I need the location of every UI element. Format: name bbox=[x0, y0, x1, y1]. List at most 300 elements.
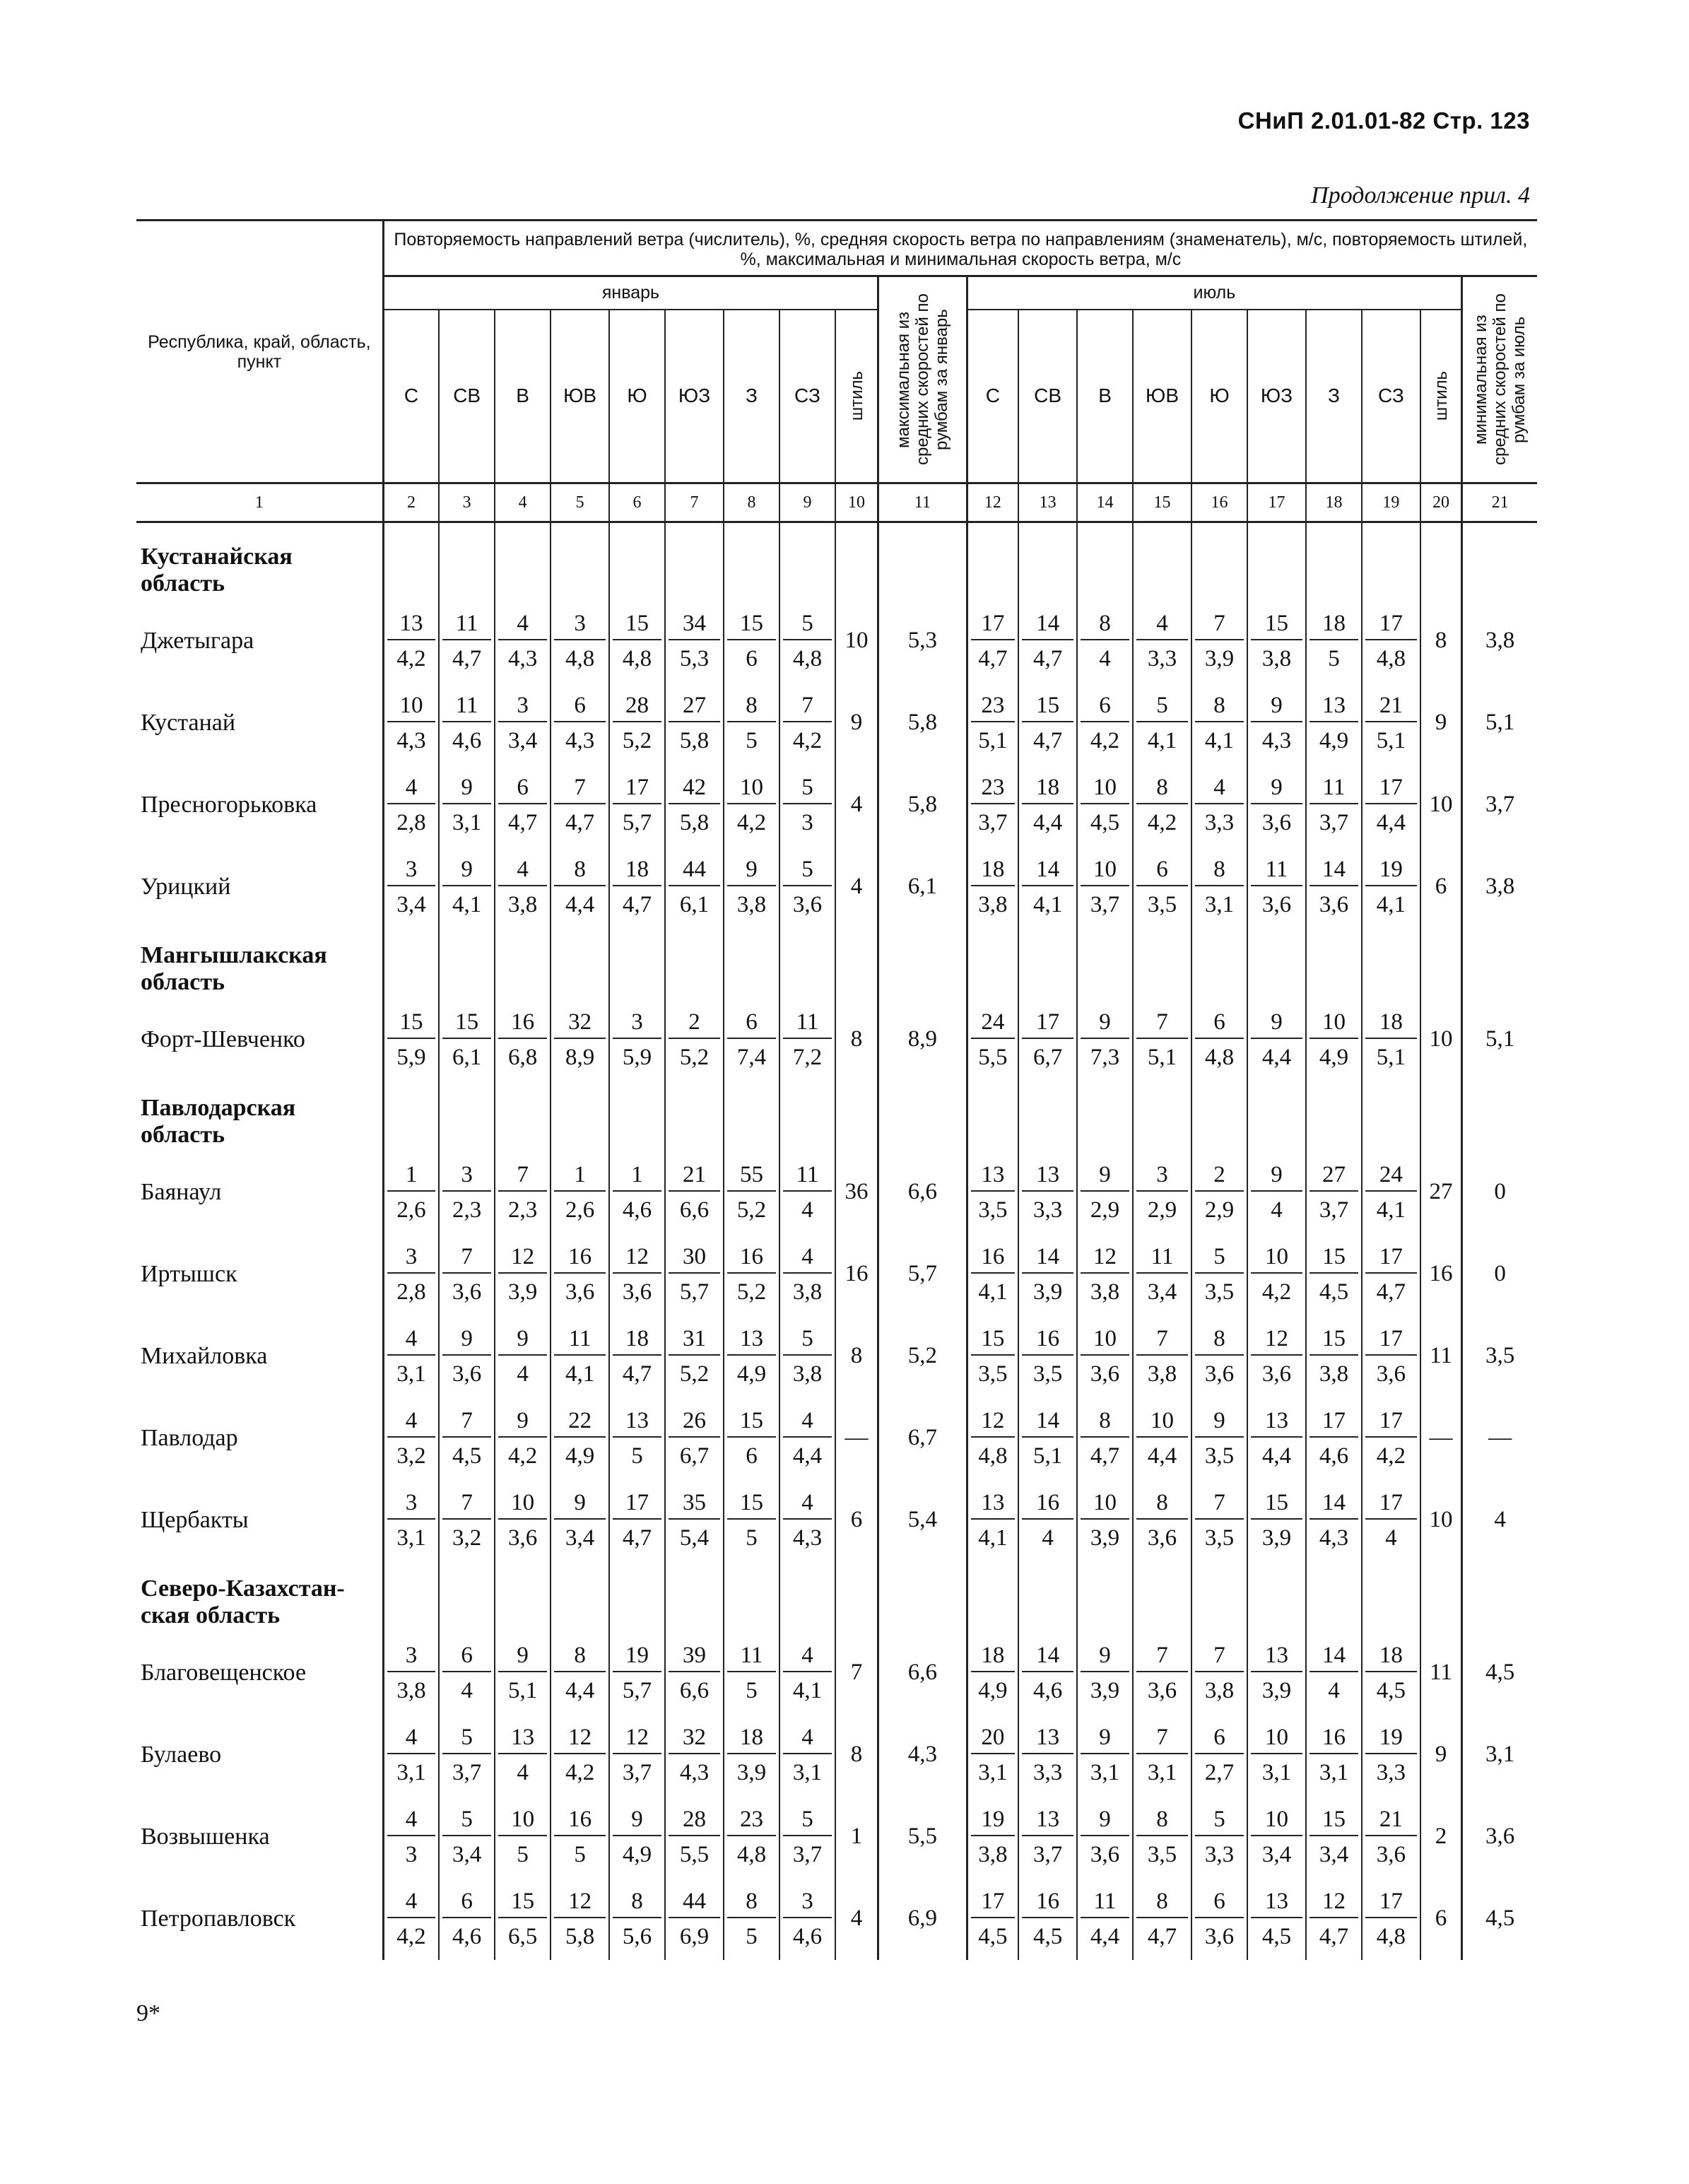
july-direction-header: СВ bbox=[1018, 310, 1077, 483]
empty-cell bbox=[1306, 522, 1362, 600]
frequency-value: 17 bbox=[613, 773, 661, 804]
frequency-speed-cell bbox=[967, 764, 1018, 846]
frequency-value: 12 bbox=[1310, 1887, 1358, 1918]
fraction bbox=[666, 691, 723, 755]
speed-value: 4,3 bbox=[792, 1525, 823, 1551]
frequency-value: 10 bbox=[1251, 1723, 1302, 1754]
wind-table-container bbox=[136, 219, 1537, 1960]
place-name: Форт-Шевченко bbox=[141, 1026, 305, 1052]
empty-cell bbox=[665, 1561, 724, 1632]
frequency-speed-cell bbox=[495, 1632, 551, 1714]
empty-cell bbox=[383, 522, 439, 600]
table-row bbox=[136, 1233, 1537, 1315]
frequency-speed-cell bbox=[724, 1151, 779, 1233]
speed-value: 5,7 bbox=[622, 809, 652, 835]
speed-value: 5,7 bbox=[679, 1279, 710, 1305]
fraction bbox=[1307, 1723, 1361, 1787]
fraction bbox=[1307, 1325, 1361, 1388]
frequency-value: 12 bbox=[1081, 1243, 1129, 1274]
fraction bbox=[1078, 1887, 1132, 1951]
speed-value: 3,8 bbox=[1204, 1677, 1235, 1703]
speed-value: 4,2 bbox=[1090, 727, 1120, 753]
frequency-speed-cell bbox=[609, 999, 665, 1081]
frequency-speed-cell bbox=[551, 764, 609, 846]
frequency-speed-cell bbox=[724, 764, 779, 846]
fraction bbox=[610, 691, 664, 755]
speed-value: 2,3 bbox=[452, 1197, 482, 1223]
speed-value: 3,6 bbox=[565, 1279, 595, 1305]
frequency-value: 24 bbox=[1365, 1161, 1417, 1192]
january-calm-value: 6 bbox=[835, 1479, 878, 1561]
january-calm-value: 16 bbox=[835, 1233, 878, 1315]
fraction bbox=[1192, 1008, 1247, 1072]
frequency-speed-cell bbox=[967, 682, 1018, 764]
frequency-value: 18 bbox=[1310, 609, 1358, 640]
frequency-speed-cell bbox=[1306, 999, 1362, 1081]
frequency-value: 17 bbox=[1365, 609, 1417, 640]
place-name: Джетыгара bbox=[141, 627, 254, 654]
frequency-value: 10 bbox=[387, 691, 435, 722]
speed-value: 3,1 bbox=[396, 1759, 426, 1785]
frequency-speed-cell bbox=[665, 682, 724, 764]
document-reference: СНиП 2.01.01-82 Стр. 123 bbox=[1237, 107, 1530, 134]
place-name: Благовещенское bbox=[141, 1659, 307, 1686]
frequency-speed-cell bbox=[779, 1315, 835, 1397]
fraction bbox=[1019, 855, 1076, 919]
fraction bbox=[1248, 1243, 1305, 1306]
frequency-value: 16 bbox=[971, 1243, 1015, 1274]
frequency-value: 11 bbox=[554, 1325, 606, 1356]
fraction bbox=[440, 773, 494, 837]
fraction bbox=[1078, 855, 1132, 919]
frequency-value: 4 bbox=[783, 1243, 832, 1274]
january-direction-header: ЮВ bbox=[551, 310, 609, 483]
frequency-speed-cell bbox=[665, 1796, 724, 1878]
frequency-speed-cell bbox=[724, 682, 779, 764]
fraction bbox=[1134, 1325, 1191, 1388]
frequency-speed-cell bbox=[1362, 600, 1420, 682]
frequency-speed-cell bbox=[967, 1315, 1018, 1397]
frequency-speed-cell bbox=[609, 1315, 665, 1397]
frequency-speed-cell bbox=[1191, 1878, 1247, 1960]
speed-value: 5,8 bbox=[565, 1923, 595, 1949]
frequency-speed-cell bbox=[1306, 1796, 1362, 1878]
fraction bbox=[724, 773, 779, 837]
speed-value: 4,2 bbox=[1261, 1279, 1292, 1305]
fraction bbox=[610, 1325, 664, 1388]
january-max-speed: 5,8 bbox=[878, 682, 967, 764]
january-direction-header: ЮЗ bbox=[665, 310, 724, 483]
frequency-speed-cell bbox=[724, 846, 779, 928]
speed-value: 2,7 bbox=[1204, 1759, 1235, 1785]
empty-cell bbox=[1191, 522, 1247, 600]
speed-value: 7,4 bbox=[736, 1044, 767, 1070]
frequency-value: 28 bbox=[669, 1805, 720, 1836]
frequency-speed-cell bbox=[439, 1315, 495, 1397]
frequency-speed-cell bbox=[1362, 846, 1420, 928]
speed-value: 2,6 bbox=[396, 1197, 426, 1223]
july-calm-header bbox=[1420, 310, 1462, 483]
frequency-value: 15 bbox=[1310, 1243, 1358, 1274]
fraction bbox=[1019, 1489, 1076, 1552]
speed-value: 4,9 bbox=[565, 1443, 595, 1469]
empty-cell bbox=[967, 1081, 1018, 1151]
frequency-speed-cell bbox=[1077, 1151, 1133, 1233]
frequency-speed-cell bbox=[967, 1878, 1018, 1960]
fraction bbox=[1307, 1805, 1361, 1869]
january-calm-value: 8 bbox=[835, 999, 878, 1081]
frequency-value: 3 bbox=[387, 1641, 435, 1672]
speed-value: 3,7 bbox=[452, 1759, 482, 1785]
frequency-value: 7 bbox=[1136, 1325, 1188, 1356]
speed-value: 5,2 bbox=[622, 727, 652, 753]
frequency-speed-cell bbox=[1247, 999, 1306, 1081]
july-calm-value: 9 bbox=[1420, 682, 1462, 764]
frequency-speed-cell bbox=[495, 682, 551, 764]
speed-value: 5,9 bbox=[622, 1044, 652, 1070]
frequency-speed-cell bbox=[1191, 1632, 1247, 1714]
frequency-value: 24 bbox=[971, 1008, 1015, 1039]
fraction bbox=[384, 691, 438, 755]
frequency-value: 6 bbox=[1195, 1008, 1244, 1039]
frequency-value: 9 bbox=[1081, 1641, 1129, 1672]
speed-value: 4,4 bbox=[565, 891, 595, 917]
column-number: 13 bbox=[1018, 483, 1077, 522]
frequency-value: 18 bbox=[613, 855, 661, 886]
fraction bbox=[724, 1407, 779, 1470]
fraction bbox=[666, 1325, 723, 1388]
fraction bbox=[1192, 609, 1247, 673]
speed-value: 5,8 bbox=[679, 809, 710, 835]
fraction bbox=[666, 1407, 723, 1470]
speed-value: 3,4 bbox=[507, 727, 538, 753]
empty-cell bbox=[1018, 928, 1077, 999]
fraction bbox=[440, 609, 494, 673]
empty-cell bbox=[835, 522, 878, 600]
fraction bbox=[551, 855, 608, 919]
frequency-speed-cell bbox=[1362, 1233, 1420, 1315]
frequency-speed-cell bbox=[551, 1479, 609, 1561]
frequency-speed-cell bbox=[609, 1233, 665, 1315]
frequency-speed-cell bbox=[1018, 1397, 1077, 1479]
speed-value: 4,2 bbox=[1147, 809, 1177, 835]
speed-value: 4,3 bbox=[679, 1759, 710, 1785]
empty-cell bbox=[835, 1561, 878, 1632]
speed-value: 4 bbox=[1328, 1677, 1340, 1703]
speed-value: 3,1 bbox=[452, 809, 482, 835]
frequency-speed-cell bbox=[1191, 846, 1247, 928]
fraction bbox=[968, 1243, 1018, 1306]
speed-value: 3,6 bbox=[1147, 1677, 1177, 1703]
fraction bbox=[724, 1489, 779, 1552]
july-min-speed: 3,8 bbox=[1462, 846, 1537, 928]
frequency-speed-cell bbox=[1133, 1233, 1191, 1315]
frequency-speed-cell bbox=[967, 600, 1018, 682]
july-min-speed: 3,8 bbox=[1462, 600, 1537, 682]
fraction bbox=[551, 1641, 608, 1705]
empty-cell bbox=[495, 1561, 551, 1632]
table-row bbox=[136, 1878, 1537, 1960]
frequency-speed-cell bbox=[1362, 764, 1420, 846]
fraction bbox=[780, 855, 835, 919]
fraction bbox=[551, 691, 608, 755]
frequency-value: 14 bbox=[1310, 1489, 1358, 1520]
frequency-speed-cell bbox=[495, 1714, 551, 1796]
frequency-value: 18 bbox=[613, 1325, 661, 1356]
frequency-value: 7 bbox=[1195, 1489, 1244, 1520]
frequency-speed-cell bbox=[1077, 1315, 1133, 1397]
fraction bbox=[968, 609, 1018, 673]
frequency-speed-cell bbox=[1133, 1796, 1191, 1878]
frequency-value: 6 bbox=[1195, 1723, 1244, 1754]
frequency-speed-cell bbox=[1077, 1233, 1133, 1315]
speed-value: 3,8 bbox=[736, 891, 767, 917]
fraction bbox=[384, 1887, 438, 1951]
speed-value: 3,8 bbox=[1319, 1361, 1349, 1387]
speed-value: 3,6 bbox=[452, 1279, 482, 1305]
empty-cell bbox=[1420, 1561, 1462, 1632]
fraction bbox=[1192, 1489, 1247, 1552]
frequency-speed-cell bbox=[1018, 1878, 1077, 1960]
frequency-speed-cell bbox=[665, 1479, 724, 1561]
july-min-speed: 0 bbox=[1462, 1233, 1537, 1315]
frequency-speed-cell bbox=[1306, 682, 1362, 764]
fraction bbox=[724, 1723, 779, 1787]
frequency-speed-cell bbox=[1306, 1315, 1362, 1397]
frequency-value: 15 bbox=[1251, 1489, 1302, 1520]
empty-cell bbox=[551, 928, 609, 999]
frequency-value: 5 bbox=[783, 1325, 832, 1356]
fraction bbox=[1134, 1407, 1191, 1470]
empty-cell bbox=[878, 1561, 967, 1632]
fraction bbox=[610, 1161, 664, 1224]
frequency-speed-cell bbox=[1077, 1632, 1133, 1714]
frequency-value: 15 bbox=[1251, 609, 1302, 640]
frequency-speed-cell bbox=[1362, 1632, 1420, 1714]
empty-cell bbox=[1306, 1561, 1362, 1632]
july-calm-value: — bbox=[1420, 1397, 1462, 1479]
frequency-speed-cell bbox=[1247, 1632, 1306, 1714]
empty-cell bbox=[665, 522, 724, 600]
frequency-speed-cell bbox=[1018, 682, 1077, 764]
fraction bbox=[1248, 1325, 1305, 1388]
frequency-speed-cell bbox=[779, 1714, 835, 1796]
frequency-speed-cell bbox=[495, 1479, 551, 1561]
frequency-speed-cell bbox=[1191, 600, 1247, 682]
empty-cell bbox=[495, 1081, 551, 1151]
january-calm-value: 10 bbox=[835, 600, 878, 682]
january-max-speed: 8,9 bbox=[878, 999, 967, 1081]
frequency-value: 13 bbox=[1251, 1887, 1302, 1918]
speed-value: 3,6 bbox=[1261, 809, 1292, 835]
january-direction-header: З bbox=[724, 310, 779, 483]
speed-value: 3,5 bbox=[1147, 1841, 1177, 1867]
speed-value: 3 bbox=[405, 1841, 418, 1867]
frequency-speed-cell bbox=[439, 1878, 495, 1960]
frequency-speed-cell bbox=[439, 846, 495, 928]
frequency-speed-cell bbox=[609, 1479, 665, 1561]
frequency-value: 19 bbox=[1365, 1723, 1417, 1754]
frequency-speed-cell bbox=[383, 600, 439, 682]
july-calm-value: 11 bbox=[1420, 1315, 1462, 1397]
july-min-speed: 3,7 bbox=[1462, 764, 1537, 846]
empty-cell bbox=[1077, 1561, 1133, 1632]
frequency-speed-cell bbox=[439, 999, 495, 1081]
frequency-speed-cell bbox=[1247, 846, 1306, 928]
table-row bbox=[136, 1796, 1537, 1878]
frequency-speed-cell bbox=[1077, 1479, 1133, 1561]
speed-value: 3,3 bbox=[1376, 1759, 1406, 1785]
region-row bbox=[136, 928, 1537, 999]
july-calm-value: 6 bbox=[1420, 846, 1462, 928]
speed-value: 3,1 bbox=[978, 1759, 1008, 1785]
frequency-speed-cell bbox=[1018, 1315, 1077, 1397]
frequency-speed-cell bbox=[967, 1233, 1018, 1315]
frequency-speed-cell bbox=[779, 600, 835, 682]
frequency-value: 35 bbox=[669, 1489, 720, 1520]
frequency-value: 14 bbox=[1022, 609, 1073, 640]
fraction bbox=[610, 1008, 664, 1072]
frequency-value: 7 bbox=[1136, 1641, 1188, 1672]
january-max-speed: 6,6 bbox=[878, 1151, 967, 1233]
frequency-value: 13 bbox=[1022, 1805, 1073, 1836]
fraction bbox=[1078, 1641, 1132, 1705]
frequency-value: 26 bbox=[669, 1407, 720, 1438]
january-max-speed: 6,9 bbox=[878, 1878, 967, 1960]
frequency-value: 4 bbox=[387, 1805, 435, 1836]
empty-cell bbox=[1191, 928, 1247, 999]
speed-value: 4,9 bbox=[978, 1677, 1008, 1703]
speed-value: 3,2 bbox=[452, 1525, 482, 1551]
frequency-value: 8 bbox=[613, 1887, 661, 1918]
january-max-speed: 6,6 bbox=[878, 1632, 967, 1714]
fraction bbox=[440, 1243, 494, 1306]
fraction bbox=[1134, 1723, 1191, 1787]
frequency-value: 32 bbox=[669, 1723, 720, 1754]
january-calm-value: 36 bbox=[835, 1151, 878, 1233]
frequency-speed-cell bbox=[551, 1397, 609, 1479]
frequency-value: 8 bbox=[1195, 855, 1244, 886]
frequency-speed-cell bbox=[1077, 682, 1133, 764]
speed-value: 4,8 bbox=[978, 1443, 1008, 1469]
frequency-speed-cell bbox=[1362, 1315, 1420, 1397]
july-calm-value: 10 bbox=[1420, 999, 1462, 1081]
july-direction-header: СЗ bbox=[1362, 310, 1420, 483]
july-min-speed: 0 bbox=[1462, 1151, 1537, 1233]
empty-cell bbox=[1462, 928, 1537, 999]
frequency-speed-cell bbox=[551, 999, 609, 1081]
month-january: январь bbox=[383, 276, 878, 310]
fraction bbox=[1248, 855, 1305, 919]
frequency-value: 6 bbox=[727, 1008, 776, 1039]
july-min-speed: 3,5 bbox=[1462, 1315, 1537, 1397]
frequency-value: 9 bbox=[1251, 1161, 1302, 1192]
empty-cell bbox=[1362, 1081, 1420, 1151]
july-min-speed: 4 bbox=[1462, 1479, 1537, 1561]
table-row bbox=[136, 1315, 1537, 1397]
table-row bbox=[136, 999, 1537, 1081]
frequency-speed-cell bbox=[665, 1632, 724, 1714]
speed-value: 3,5 bbox=[978, 1361, 1008, 1387]
speed-value: 5,3 bbox=[679, 645, 710, 671]
empty-cell bbox=[1077, 1081, 1133, 1151]
fraction bbox=[1019, 1325, 1076, 1388]
frequency-value: 4 bbox=[1136, 609, 1188, 640]
speed-value: 3,6 bbox=[622, 1279, 652, 1305]
frequency-value: 7 bbox=[1136, 1723, 1188, 1754]
speed-value: 4,1 bbox=[1032, 891, 1063, 917]
fraction bbox=[1134, 855, 1191, 919]
frequency-value: 16 bbox=[1022, 1887, 1073, 1918]
frequency-value: 9 bbox=[1251, 1008, 1302, 1039]
fraction bbox=[1192, 1243, 1247, 1306]
fraction bbox=[780, 691, 835, 755]
frequency-speed-cell bbox=[383, 1315, 439, 1397]
frequency-value: 11 bbox=[442, 609, 491, 640]
speed-value: 3,5 bbox=[978, 1197, 1008, 1223]
january-max-speed: 5,4 bbox=[878, 1479, 967, 1561]
frequency-value: 8 bbox=[1195, 691, 1244, 722]
fraction bbox=[1134, 773, 1191, 837]
speed-value: 3,9 bbox=[1261, 1677, 1292, 1703]
fraction bbox=[666, 773, 723, 837]
fraction bbox=[495, 855, 550, 919]
fraction bbox=[1078, 1325, 1132, 1388]
frequency-value: 18 bbox=[971, 855, 1015, 886]
empty-cell bbox=[1133, 928, 1191, 999]
frequency-speed-cell bbox=[383, 1397, 439, 1479]
speed-value: 3,1 bbox=[1319, 1759, 1349, 1785]
frequency-value: 15 bbox=[1310, 1325, 1358, 1356]
frequency-value: 5 bbox=[783, 855, 832, 886]
speed-value: 6,5 bbox=[507, 1923, 538, 1949]
fraction bbox=[440, 1489, 494, 1552]
fraction bbox=[1134, 1641, 1191, 1705]
frequency-value: 9 bbox=[1081, 1723, 1129, 1754]
speed-value: 4,7 bbox=[1147, 1923, 1177, 1949]
speed-value: 2,9 bbox=[1204, 1197, 1235, 1223]
speed-value: 4,5 bbox=[978, 1923, 1008, 1949]
speed-value: 3,4 bbox=[1147, 1279, 1177, 1305]
speed-value: 4,2 bbox=[736, 809, 767, 835]
empty-cell bbox=[495, 928, 551, 999]
frequency-value: 11 bbox=[783, 1008, 832, 1039]
frequency-speed-cell bbox=[1133, 1479, 1191, 1561]
frequency-speed-cell bbox=[967, 846, 1018, 928]
frequency-value: 13 bbox=[1022, 1161, 1073, 1192]
frequency-value: 4 bbox=[387, 1325, 435, 1356]
fraction bbox=[666, 1723, 723, 1787]
max-speed-label: максимальная из средних скоростей по румбам за январь bbox=[893, 293, 951, 466]
frequency-value: 8 bbox=[1136, 1805, 1188, 1836]
frequency-value: 6 bbox=[1081, 691, 1129, 722]
january-max-speed: 6,7 bbox=[878, 1397, 967, 1479]
speed-value: 4,9 bbox=[736, 1361, 767, 1387]
table-row bbox=[136, 1397, 1537, 1479]
frequency-speed-cell bbox=[665, 1878, 724, 1960]
frequency-value: 21 bbox=[1365, 691, 1417, 722]
frequency-speed-cell bbox=[439, 1632, 495, 1714]
speed-value: 3,4 bbox=[452, 1841, 482, 1867]
speed-value: 4,5 bbox=[452, 1443, 482, 1469]
frequency-value: 9 bbox=[1251, 691, 1302, 722]
speed-value: 3 bbox=[801, 809, 813, 835]
frequency-speed-cell bbox=[1247, 1479, 1306, 1561]
frequency-speed-cell bbox=[1077, 1796, 1133, 1878]
july-calm-value: 16 bbox=[1420, 1233, 1462, 1315]
frequency-value: 3 bbox=[387, 1243, 435, 1274]
speed-value: 4,1 bbox=[1147, 727, 1177, 753]
